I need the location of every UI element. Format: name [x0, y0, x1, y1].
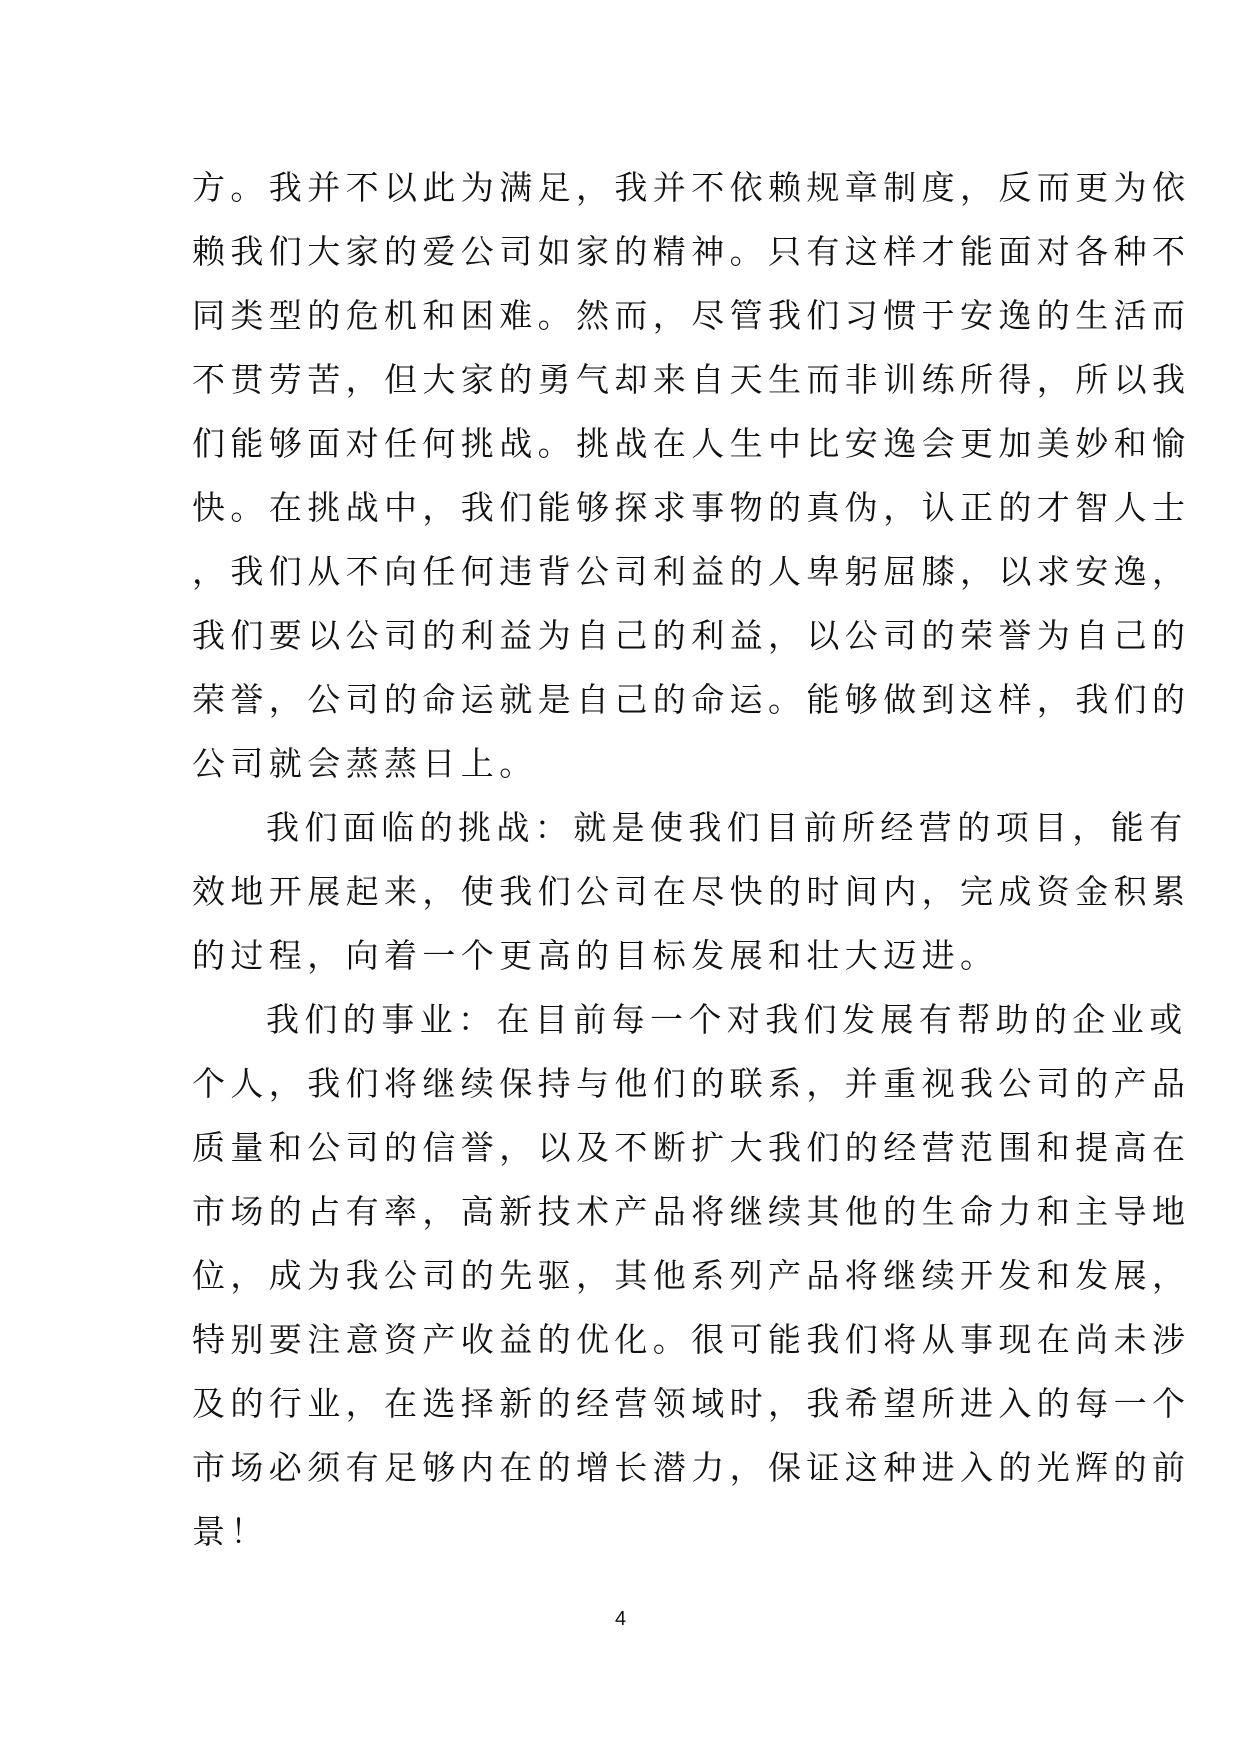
text-line: 市场必须有足够内在的增长潜力，保证这种进入的光辉的前	[192, 1448, 1191, 1487]
text-line: 公司就会蒸蒸日上。	[192, 744, 538, 783]
text-line: 特别要注意资产收益的优化。很可能我们将从事现在尚未涉	[192, 1320, 1191, 1359]
paragraph-first-line: 我们的事业：在目前每一个对我们发展有帮助的企业或	[266, 1000, 1188, 1039]
text-line: 市场的占有率，高新技术产品将继续其他的生命力和主导地	[192, 1192, 1191, 1231]
text-line: 赖我们大家的爱公司如家的精神。只有这样才能面对各种不	[192, 232, 1191, 271]
text-line: 不贯劳苦，但大家的勇气却来自天生而非训练所得，所以我	[192, 360, 1191, 399]
text-line: ，我们从不向任何违背公司利益的人卑躬屈膝，以求安逸，	[192, 552, 1191, 591]
text-line: 快。在挑战中，我们能够探求事物的真伪，认正的才智人士	[192, 488, 1191, 527]
text-line: 同类型的危机和困难。然而，尽管我们习惯于安逸的生活而	[192, 296, 1191, 335]
text-line: 质量和公司的信誉，以及不断扩大我们的经营范围和提高在	[192, 1128, 1191, 1167]
paragraph-first-line: 我们面临的挑战：就是使我们目前所经营的项目，能有	[266, 808, 1188, 847]
text-line: 及的行业，在选择新的经营领域时，我希望所进入的每一个	[192, 1384, 1191, 1423]
page-number: 4	[614, 1608, 627, 1630]
text-line: 效地开展起来，使我们公司在尽快的时间内，完成资金积累	[192, 872, 1191, 911]
text-line: 荣誉，公司的命运就是自己的命运。能够做到这样，我们的	[192, 680, 1191, 719]
text-line: 的过程，向着一个更高的目标发展和壮大迈进。	[192, 936, 999, 975]
text-line: 位，成为我公司的先驱，其他系列产品将继续开发和发展，	[192, 1256, 1191, 1295]
text-line: 方。我并不以此为满足，我并不依赖规章制度，反而更为依	[192, 168, 1191, 207]
body-text	[192, 156, 1191, 1564]
text-line: 个人，我们将继续保持与他们的联系，并重视我公司的产品	[192, 1064, 1191, 1103]
text-line: 景！	[192, 1512, 269, 1551]
text-line: 我们要以公司的利益为自己的利益，以公司的荣誉为自己的	[192, 616, 1191, 655]
text-line: 们能够面对任何挑战。挑战在人生中比安逸会更加美妙和愉	[192, 424, 1191, 463]
